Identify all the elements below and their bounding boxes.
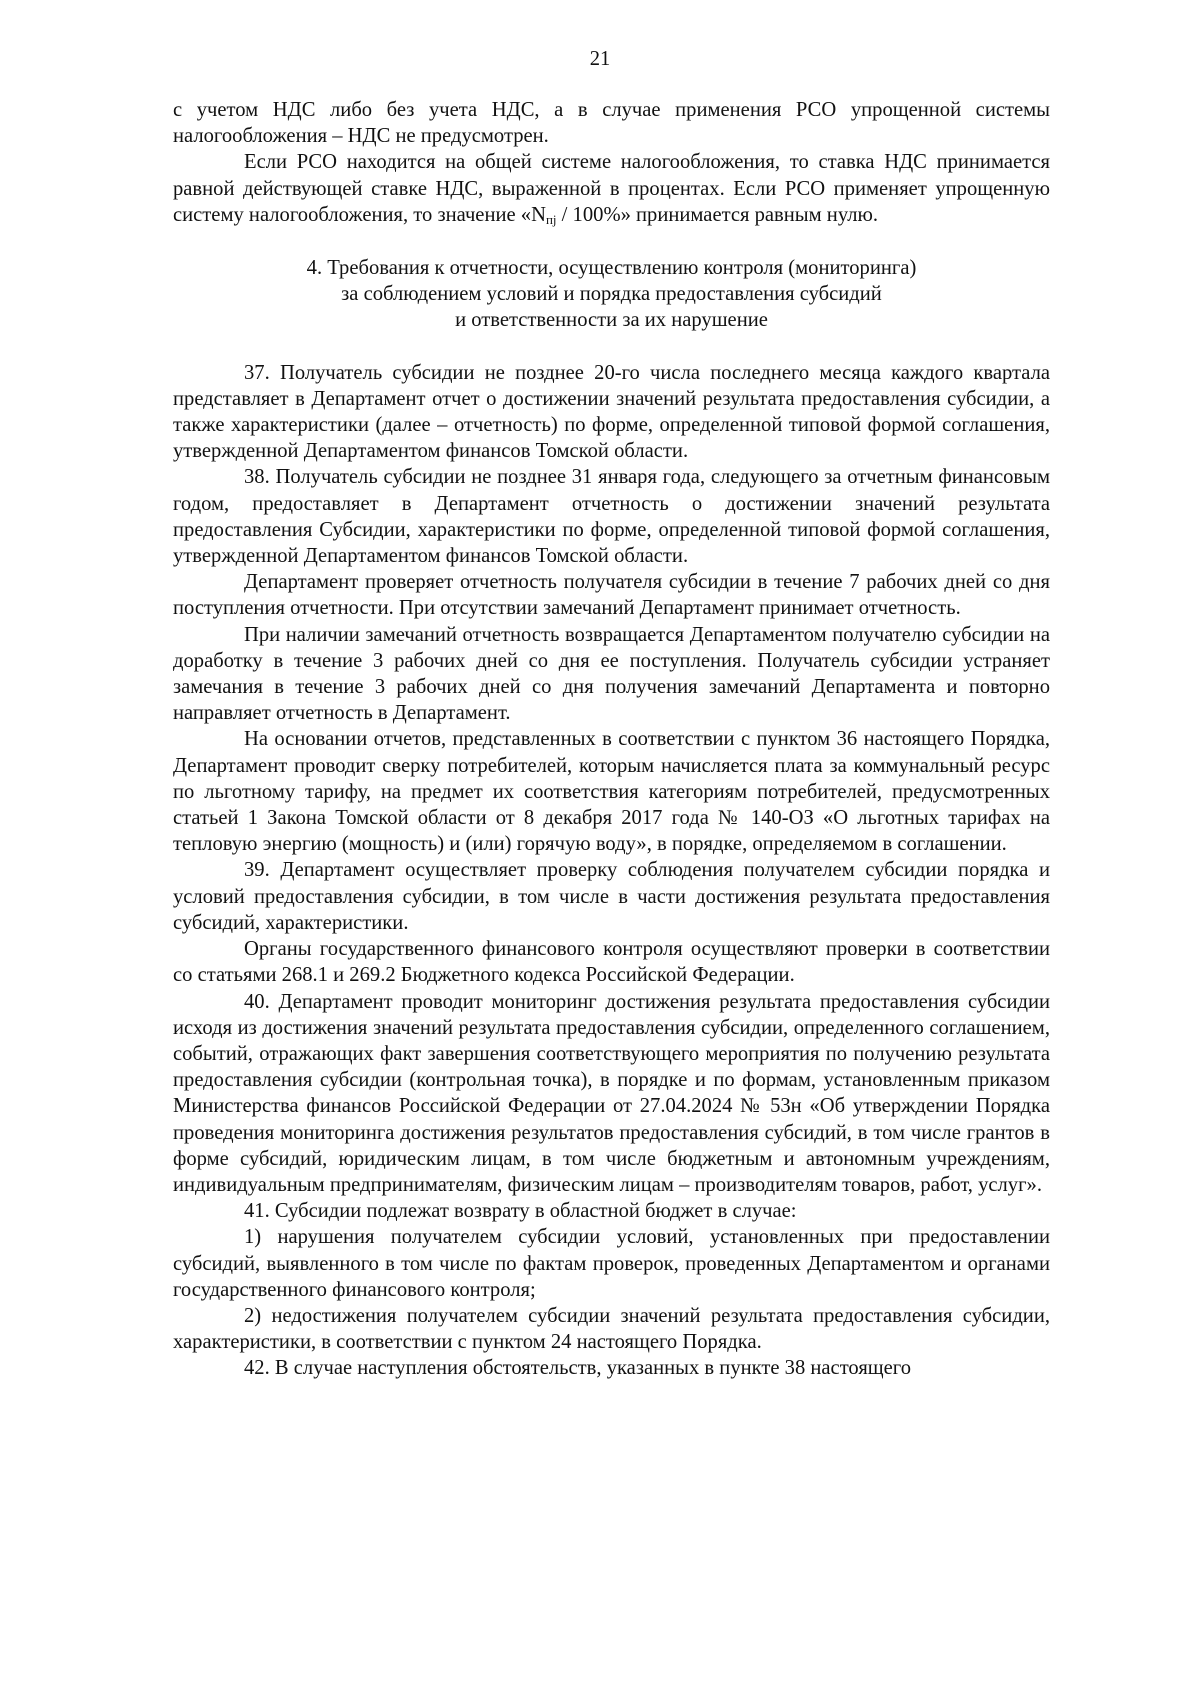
section-heading-line-1: 4. Требования к отчетности, осуществлению контроля (мониторинга) (306, 257, 917, 280)
paragraph: 39. Департамент осуществляет проверку соблюдения получателем субсидии порядка и условий предоставления субсидии, в том числе в части достижения результата предоставления субсидий, характеристики. (173, 859, 1050, 934)
paragraph: Органы государственного финансового контроля осуществляют проверки в соответствии со статьями 268.1 и 269.2 Бюджетного кодекса Российской Федерации. (173, 938, 1050, 987)
formula-rest: / 100%» принимается равным нулю. (556, 203, 879, 226)
paragraph: 41. Субсидии подлежат возврату в областной бюджет в случае: (244, 1200, 797, 1223)
paragraph: Департамент проверяет отчетность получателя субсидии в течение 7 рабочих дней со дня поступления отчетности. При отсутствии замечаний Департамент принимает отчетность. (173, 571, 1050, 620)
paragraph-vat-rate (173, 149, 1050, 228)
paragraph: с учетом НДС либо без учета НДС, а в случае применения РСО упрощенной системы налогообложения – НДС не предусмотрен. (173, 99, 1050, 148)
paragraph-text: Если РСО находится на общей системе налогообложения, то ставка НДС принимается равной действующей ставке НДС, выраженной в процентах. Если РСО применяет упрощенную систему налогообложения, то значение «N (173, 151, 1050, 226)
paragraph: 37. Получатель субсидии не позднее 20-го числа последнего месяца каждого квартала представляет в Департамент отчет о достижении значений результата предоставления субсидии, а также характеристики (далее – отчетность) по форме, определенной типовой формой соглашения, утвержденной Департаментом финансов Томской области. (173, 361, 1050, 463)
paragraph: При наличии замечаний отчетность возвращается Департаментом получателю субсидии на доработку в течение 3 рабочих дней со дня ее поступления. Получатель субсидии устраняет замечания в течение 3 рабочих дней со дня получения замечаний Департамента и повторно направляет отчетность в Департамент. (173, 623, 1050, 725)
paragraph: 1) нарушения получателем субсидии условий, установленных при предоставлении субсидий, выявленного в том числе по фактам проверок, проведенных Департаментом и органами государственного финансового контроля; (173, 1226, 1050, 1301)
paragraph-list (173, 360, 1050, 1382)
document-body (173, 97, 1050, 1382)
section-heading (173, 255, 1050, 334)
paragraph: 2) недостижения получателем субсидии значений результата предоставления субсидии, характеристики, в соответствии с пунктом 24 настоящего Порядка. (173, 1304, 1050, 1354)
formula-subscript: пj (545, 211, 557, 227)
paragraph: 42. В случае наступления обстоятельств, указанных в пункте 38 настоящего (244, 1357, 912, 1380)
section-heading-line-2: за соблюдением условий и порядка предоставления субсидий (341, 283, 882, 306)
page-number: 21 (589, 48, 611, 70)
paragraph: 40. Департамент проводит мониторинг достижения результата предоставления субсидии исходя из достижения значений результата предоставления субсидии, определенного соглашением, событий, отражающих факт завершения соответствующего мероприятия по получению результата предоставления субсидии (контрольная точка), в порядке и по формам, установленным приказом Министерства финансов Российской Федерации от 27.04.2024 № 53н «Об утверждении Порядка проведения мониторинга достижения результатов предоставления субсидий, в том числе грантов в форме субсидий, юридическим лицам, в том числе бюджетным и автономным учреждениям, индивидуальным предпринимателям, физическим лицам – производителям товаров, работ, услуг». (173, 990, 1050, 1196)
paragraph: На основании отчетов, представленных в соответствии с пунктом 36 настоящего Порядка, Департамент проводит сверку потребителей, которым начисляется плата за коммунальный ресурс по льготному тарифу, на предмет их соответствия категориям потребителей, предусмотренных статьей 1 Закона Томской области от 8 декабря 2017 года № 140-ОЗ «О льготных тарифах на тепловую энергию (мощность) и (или) горячую воду», в порядке, определяемом в соглашении. (173, 728, 1050, 856)
paragraph: 38. Получатель субсидии не позднее 31 января года, следующего за отчетным финансовым годом, предоставляет в Департамент отчетность о достижении значений результата предоставления Субсидии, характеристики по форме, определенной типовой формой соглашения, утвержденной Департаментом финансов Томской области. (173, 466, 1050, 568)
section-heading-line-3: и ответственности за их нарушение (455, 309, 768, 332)
